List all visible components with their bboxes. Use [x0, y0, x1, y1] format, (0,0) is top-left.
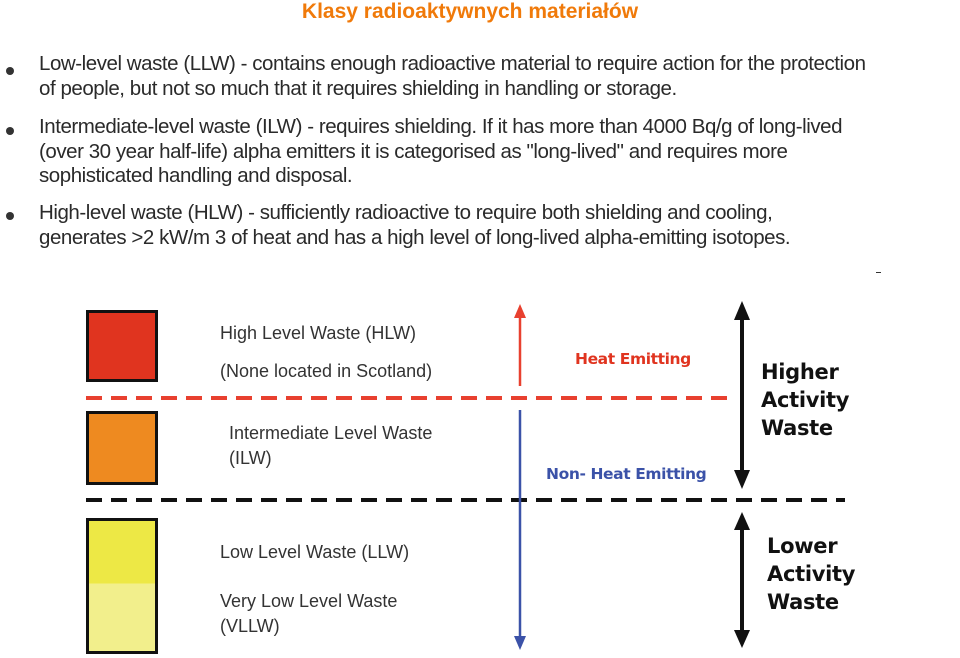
- lower-line-1: Lower: [767, 534, 838, 558]
- bullet-line: of people, but not so much that it requires shielding in handling or storage.: [39, 76, 677, 100]
- lower-activity-label: [767, 532, 855, 616]
- lower-line-2: Activity: [767, 562, 856, 586]
- non-heat-emitting-label: Non- Heat Emitting: [546, 465, 707, 483]
- heat-emitting-label: Heat Emitting: [575, 350, 691, 368]
- vllw-label: Very Low Level Waste: [220, 591, 398, 611]
- vllw-abbrev: (VLLW): [220, 616, 280, 636]
- bullet-line: sophisticated handling and disposal.: [39, 164, 353, 187]
- lower-arrow-head-bottom: [734, 630, 750, 648]
- hlw-color-box: [86, 310, 158, 382]
- ilw-abbrev: (ILW): [229, 448, 272, 468]
- llw-vllw-color-box: [86, 518, 158, 654]
- hlw-note: (None located in Scotland): [220, 361, 433, 381]
- higher-activity-label: [761, 358, 849, 442]
- bullet-line: High-level waste (HLW) - sufficiently radioactive to require both shielding and cooling,: [39, 201, 773, 224]
- ilw-label: Intermediate Level Waste: [229, 423, 433, 443]
- bullet-line: generates >2 kW/m 3 of heat and has a high level of long-lived alpha-emitting isotopes.: [39, 225, 791, 249]
- lower-arrow-head-top: [734, 512, 750, 530]
- hlw-label: High Level Waste (HLW): [220, 323, 417, 343]
- ilw-color-box: [86, 411, 158, 485]
- higher-arrow-head-top: [734, 301, 750, 320]
- page-title: Klasy radioaktywnych materiałów: [301, 0, 639, 23]
- non-heat-arrow-head: [514, 636, 526, 650]
- higher-line-2: Activity: [761, 388, 850, 412]
- llw-label: Low Level Waste (LLW): [220, 542, 410, 562]
- higher-line-1: Higher: [761, 360, 839, 384]
- bullet-line: (over 30 year half-life) alpha emitters it is categorised as "long-lived" and requires more: [39, 139, 788, 163]
- bullet-line: Low-level waste (LLW) - contains enough radioactive material to require action for the protection: [39, 52, 866, 75]
- higher-line-3: Waste: [761, 416, 833, 440]
- higher-arrow-head-bottom: [734, 470, 750, 489]
- lower-line-3: Waste: [767, 590, 839, 614]
- bullet-line: Intermediate-level waste (ILW) - requires shielding. If it has more than 4000 Bq/g of long-lived: [39, 115, 843, 138]
- heat-arrow-head: [514, 304, 526, 318]
